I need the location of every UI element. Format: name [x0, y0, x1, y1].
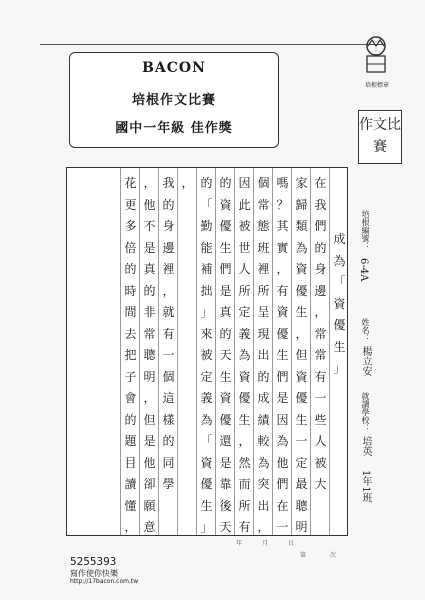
grid-cell: 常	[314, 326, 327, 341]
grid-cell: 天	[219, 348, 232, 362]
grid-cell: 的	[219, 326, 232, 341]
grid-cell	[178, 473, 197, 496]
text-column	[272, 168, 292, 535]
grid-cell: 其	[276, 219, 289, 233]
grid-cell: 的	[124, 262, 137, 276]
grid-cell: 天	[219, 520, 232, 534]
grid-cell: 大	[314, 477, 327, 491]
grid-cell: 懂	[124, 498, 137, 513]
grid-cell	[178, 323, 197, 346]
grid-cell: 優	[295, 391, 308, 405]
grid-cell: 定	[295, 455, 308, 470]
grid-cell: 能	[200, 240, 213, 255]
grid-cell: 因	[238, 176, 251, 190]
grid-cell: 花	[124, 176, 137, 190]
grid-cell: 他	[143, 455, 156, 470]
grid-cell: 義	[200, 391, 213, 405]
grid-cell: 不	[143, 219, 156, 233]
grid-cell: 現	[257, 326, 270, 341]
text-column	[234, 168, 254, 535]
grid-cell: 義	[238, 326, 251, 341]
name-label: 姓名：	[361, 318, 370, 342]
grid-cell: 還	[219, 434, 232, 448]
grid-cell: 一	[314, 391, 327, 405]
grid-cell: 常	[314, 348, 327, 362]
grid-cell: 靠	[219, 477, 232, 491]
grid-cell: 生	[333, 339, 346, 354]
grid-cell: 為	[238, 348, 251, 362]
grid-cell: 的	[162, 197, 175, 212]
grid-cell: ，	[143, 391, 156, 405]
grid-cell	[178, 366, 197, 389]
logo-caption: 培根標章	[364, 82, 389, 89]
grid-cell: 優	[333, 318, 346, 332]
grid-cell: 時	[124, 283, 137, 298]
grid-cell: 嗎	[276, 176, 289, 190]
grid-cell: 實	[276, 240, 289, 255]
grid-cell: ，	[238, 434, 251, 448]
id-value: 6-4A	[358, 258, 369, 282]
grid-cell: 生	[295, 305, 308, 319]
grid-cell: 他	[276, 455, 289, 470]
text-column	[120, 168, 140, 535]
grid-cell	[178, 495, 197, 518]
grid-cell: 為	[333, 253, 346, 268]
grid-cell: 邊	[314, 283, 327, 298]
month-label: 月	[262, 540, 269, 547]
grid-cell	[178, 409, 197, 432]
grid-cell: 最	[295, 477, 308, 491]
grid-cell: 的	[200, 176, 213, 190]
grid-cell: 目	[124, 455, 137, 470]
text-column	[158, 168, 178, 535]
grid-cell	[178, 301, 197, 324]
grid-cell	[178, 280, 197, 303]
grid-cell: 被	[200, 348, 213, 362]
grid-cell: 明	[295, 520, 308, 534]
grid-cell: 生	[238, 412, 251, 427]
grid-cell: 資	[219, 197, 232, 212]
grid-cell	[178, 237, 197, 260]
grid-cell: 生	[200, 498, 213, 513]
text-column	[253, 168, 273, 535]
top-rule	[40, 44, 385, 45]
grid-cell: 被	[238, 219, 251, 233]
grid-cell: 把	[124, 348, 137, 362]
grid-cell: 資	[276, 305, 289, 319]
grid-cell: 資	[238, 369, 251, 384]
site-url: http://17bacon.com.tw	[70, 578, 139, 585]
grid-cell: 願	[143, 498, 156, 513]
grid-cell: 定	[200, 369, 213, 384]
grid-cell: 為	[276, 434, 289, 448]
grid-cell: ？	[276, 197, 289, 212]
grid-cell: 的	[219, 176, 232, 190]
grid-cell: 優	[295, 283, 308, 298]
grid-cell: ，	[143, 176, 156, 190]
grid-cell: 們	[276, 369, 289, 384]
grid-cell: 真	[219, 305, 232, 319]
grid-cell: 多	[124, 219, 137, 233]
grid-cell: 個	[257, 176, 270, 190]
grid-cell: 優	[219, 219, 232, 233]
grid-cell: ，	[295, 326, 308, 341]
slogan: 寫作使你快樂	[70, 569, 118, 578]
grid-cell	[178, 516, 197, 539]
title-column	[329, 168, 349, 535]
grid-cell: 」	[200, 305, 213, 319]
grid-cell: 卻	[143, 477, 156, 491]
stamp-brand: BACON	[142, 60, 206, 76]
text-column	[139, 168, 159, 535]
grid-cell	[178, 387, 197, 410]
grid-cell: 」	[200, 520, 213, 534]
grid-cell: 「	[333, 275, 346, 289]
text-column	[196, 168, 216, 535]
grid-cell: 生	[276, 348, 289, 362]
grid-cell: 資	[333, 296, 346, 311]
grid-cell: 樣	[162, 412, 175, 427]
grid-cell: 讀	[124, 477, 137, 491]
grid-cell: 在	[314, 176, 327, 190]
grid-cell: 優	[276, 326, 289, 341]
grid-cell	[178, 430, 197, 453]
grid-cell: 題	[124, 434, 137, 448]
grid-cell: 聰	[143, 348, 156, 362]
grid-cell: 為	[257, 455, 270, 470]
grid-cell: 然	[238, 455, 251, 470]
student-code: 5255393	[70, 555, 117, 568]
grid-cell: 生	[219, 240, 232, 255]
grid-cell: 就	[162, 305, 175, 319]
grid-cell	[178, 258, 197, 281]
grid-cell: 生	[219, 369, 232, 384]
grid-cell: 被	[314, 455, 327, 470]
grid-cell: 身	[162, 219, 175, 233]
grid-cell: 們	[314, 219, 327, 233]
year-label: 年	[236, 540, 243, 547]
grid-cell: 出	[257, 348, 270, 362]
grid-cell: ，	[276, 262, 289, 276]
grid-cell: 同	[162, 455, 175, 470]
grid-cell: 生	[295, 412, 308, 427]
grid-cell: ，	[124, 520, 137, 534]
grid-cell: 後	[219, 498, 232, 513]
grid-cell: 呈	[257, 305, 270, 319]
grid-cell: 個	[162, 369, 175, 384]
id-label: 培根編號：	[361, 210, 370, 250]
day-label: 日	[288, 540, 295, 547]
grid-cell: 的	[257, 369, 270, 384]
grid-cell: 非	[143, 305, 156, 319]
grid-cell: 來	[200, 326, 213, 341]
grid-cell: 們	[276, 477, 289, 491]
grid-cell: 人	[238, 262, 251, 276]
grid-cell: 是	[219, 455, 232, 470]
essay-badge-text: 作文比賽	[359, 117, 401, 155]
grid-cell: 「	[200, 197, 213, 212]
grid-cell: 拙	[200, 283, 213, 298]
grid-cell: 身	[314, 262, 327, 276]
count-label: 次	[330, 552, 337, 559]
grid-cell: 班	[257, 240, 270, 255]
grid-cell: 人	[314, 434, 327, 448]
grid-cell: 類	[295, 219, 308, 233]
essay-badge	[358, 110, 402, 164]
grid-cell: 些	[314, 412, 327, 427]
grid-cell: 學	[162, 477, 175, 491]
grid-cell: 所	[257, 283, 270, 298]
grid-cell: 更	[124, 197, 137, 212]
grid-cell: 世	[238, 240, 251, 255]
grid-cell: 但	[143, 412, 156, 427]
grid-cell: 是	[143, 240, 156, 255]
grid-cell: 出	[257, 498, 270, 513]
grid-cell	[178, 344, 197, 367]
grid-cell: 我	[162, 176, 175, 190]
grid-cell: 一	[295, 434, 308, 448]
text-column	[310, 168, 330, 535]
grid-cell: ，	[257, 520, 270, 534]
grid-cell: 資	[219, 391, 232, 405]
grid-cell: 勤	[200, 219, 213, 233]
grid-cell: 資	[295, 262, 308, 276]
grid-cell	[178, 194, 197, 217]
writing-grid	[66, 167, 348, 536]
grid-cell: 補	[200, 262, 213, 276]
grid-cell: 間	[124, 305, 137, 319]
grid-cell: 裡	[257, 262, 270, 276]
stamp-title: 培根作文比賽	[131, 93, 216, 108]
grid-cell: 所	[238, 498, 251, 513]
grid-cell: 有	[238, 520, 251, 534]
text-column	[215, 168, 235, 535]
grid-cell: 們	[219, 262, 232, 276]
grid-cell: 是	[276, 391, 289, 405]
grid-cell: 優	[219, 412, 232, 427]
grid-cell: 因	[276, 412, 289, 427]
bacon-logo-icon	[358, 34, 394, 78]
grid-cell: 的	[124, 412, 137, 427]
grid-cell: 成	[257, 391, 270, 405]
grid-cell: 裡	[162, 262, 175, 276]
stamp-award: 國中一年級 佳作獎	[115, 121, 233, 136]
grade-value: 1年1班	[360, 470, 371, 503]
grid-cell: 邊	[162, 240, 175, 255]
name-value: 楊立安	[360, 346, 371, 376]
grid-cell: 的	[143, 283, 156, 298]
grid-cell: 歸	[295, 197, 308, 212]
grid-cell: 突	[257, 477, 270, 491]
grid-cell: 子	[124, 369, 137, 384]
grid-cell: 聰	[295, 498, 308, 513]
grid-cell: 是	[219, 283, 232, 298]
grid-cell: 此	[238, 197, 251, 212]
grid-cell: 這	[162, 391, 175, 405]
grid-cell: 倍	[124, 240, 137, 255]
award-stamp	[69, 52, 279, 148]
grid-cell: 但	[295, 348, 308, 362]
grid-cell: 「	[200, 434, 213, 448]
grid-cell: ，	[314, 305, 327, 319]
grid-cell: 我	[314, 197, 327, 212]
grid-cell: 常	[257, 197, 270, 212]
grid-cell: 明	[143, 369, 156, 384]
grid-cell: 去	[124, 326, 137, 341]
text-column	[291, 168, 311, 535]
grid-cell: 他	[143, 197, 156, 212]
grid-cell: 有	[162, 326, 175, 341]
grid-cell	[178, 452, 197, 475]
grid-cell: 有	[314, 369, 327, 384]
grid-cell: 的	[314, 240, 327, 255]
grid-cell: 成	[333, 232, 346, 246]
grid-cell: 一	[162, 348, 175, 362]
grid-cell: 意	[143, 520, 156, 534]
grid-cell: 是	[143, 434, 156, 448]
grid-cell: 較	[257, 434, 270, 448]
grid-cell: ，	[181, 176, 194, 190]
grid-cell: 常	[143, 326, 156, 341]
grid-cell: 資	[295, 369, 308, 384]
page-label: 第	[300, 552, 307, 559]
grid-cell: 家	[295, 176, 308, 190]
school-value: 培英	[360, 436, 371, 456]
grid-cell: 的	[162, 434, 175, 448]
grid-cell: 績	[257, 412, 270, 427]
grid-cell: 」	[333, 361, 346, 375]
grid-cell: 優	[238, 391, 251, 405]
school-label: 就讀學校：	[361, 392, 370, 432]
grid-cell: 有	[276, 283, 289, 298]
grid-cell: 在	[276, 498, 289, 513]
grid-cell: ，	[162, 283, 175, 298]
grid-cell: 一	[276, 520, 289, 534]
grid-cell: 所	[238, 283, 251, 298]
grid-cell: 為	[295, 240, 308, 255]
grid-cell: 態	[257, 219, 270, 233]
grid-cell: 真	[143, 262, 156, 276]
grid-cell: 優	[200, 477, 213, 491]
text-column	[177, 168, 197, 535]
grid-cell: 為	[200, 412, 213, 427]
grid-cell: 而	[238, 477, 251, 491]
grid-cell: 定	[238, 305, 251, 319]
grid-cell	[178, 215, 197, 238]
grid-cell: 會	[124, 391, 137, 405]
grid-cell: 資	[200, 455, 213, 470]
